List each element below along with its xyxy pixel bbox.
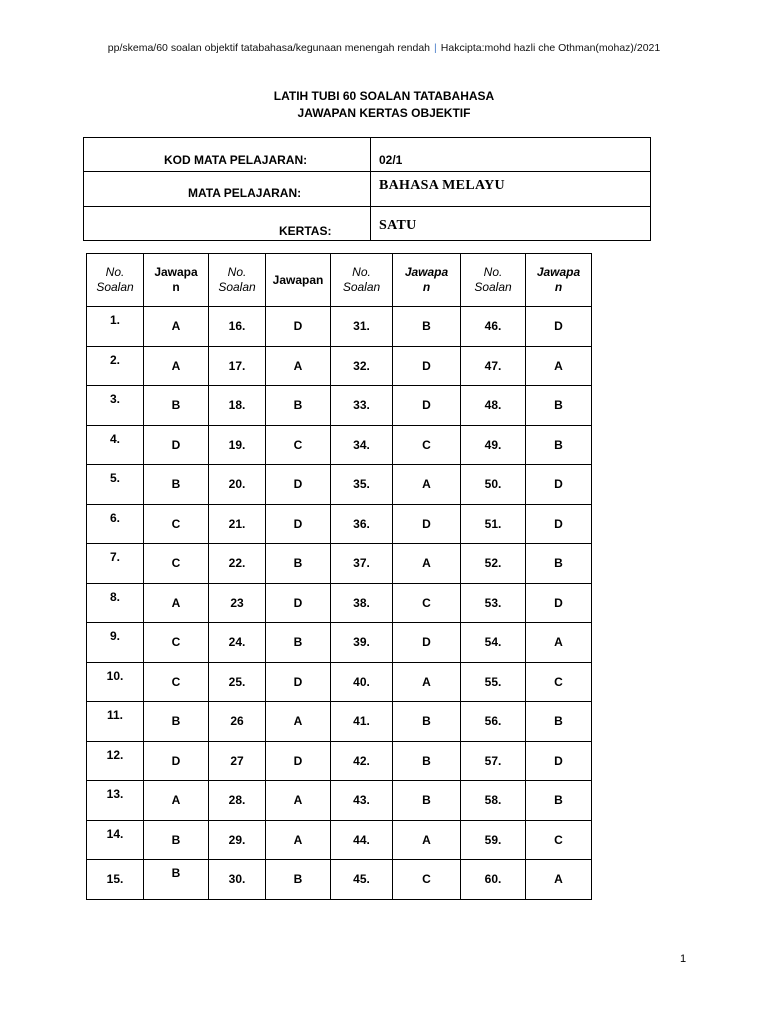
question-number: 22. xyxy=(209,544,266,584)
header-row xyxy=(87,254,592,307)
answer-letter: B xyxy=(393,781,461,821)
title-line-2: JAWAPAN KERTAS OBJEKTIF xyxy=(297,106,471,120)
answer-letter: B xyxy=(144,386,209,426)
question-number: 60. xyxy=(461,860,526,900)
header-jawapan: Jawapa n xyxy=(144,254,209,307)
subjek-label-cell xyxy=(84,172,371,207)
table-row xyxy=(87,583,592,623)
answer-letter: D xyxy=(144,425,209,465)
question-number: 13. xyxy=(87,781,144,821)
answer-letter: B xyxy=(393,741,461,781)
question-number: 17. xyxy=(209,346,266,386)
answer-letter: D xyxy=(266,662,331,702)
table-row xyxy=(87,504,592,544)
answer-letter: B xyxy=(526,544,592,584)
header-no-soalan: No. Soalan xyxy=(87,254,144,307)
table-row xyxy=(87,544,592,584)
table-row xyxy=(87,623,592,663)
question-number: 12. xyxy=(87,741,144,781)
question-number: 43. xyxy=(331,781,393,821)
question-number: 14. xyxy=(87,820,144,860)
question-number: 30. xyxy=(209,860,266,900)
kertas-value-cell xyxy=(371,207,651,241)
answer-letter: C xyxy=(526,820,592,860)
answer-letter: D xyxy=(393,346,461,386)
question-number: 4. xyxy=(87,425,144,465)
question-number: 6. xyxy=(87,504,144,544)
table-row xyxy=(87,702,592,742)
answer-letter: C xyxy=(144,662,209,702)
answer-letter: A xyxy=(393,544,461,584)
question-number: 45. xyxy=(331,860,393,900)
question-number: 9. xyxy=(87,623,144,663)
answer-letter: D xyxy=(526,307,592,347)
answer-letter: D xyxy=(526,741,592,781)
header-copyright: Hakcipta:mohd hazli che Othman(mohaz)/2021 xyxy=(440,42,661,54)
question-number: 15. xyxy=(87,860,144,900)
subjek-value: BAHASA MELAYU xyxy=(379,178,505,193)
document-title xyxy=(0,88,768,122)
answer-letter: A xyxy=(144,781,209,821)
answer-letter: B xyxy=(526,702,592,742)
answer-letter: C xyxy=(393,860,461,900)
header-no-soalan: No. Soalan xyxy=(209,254,266,307)
question-number: 35. xyxy=(331,465,393,505)
question-number: 33. xyxy=(331,386,393,426)
question-number: 27 xyxy=(209,741,266,781)
subjek-label: MATA PELAJARAN: xyxy=(188,185,302,200)
answer-letter: C xyxy=(144,504,209,544)
answer-letter: A xyxy=(144,346,209,386)
question-number: 23 xyxy=(209,583,266,623)
answer-letter: C xyxy=(526,662,592,702)
answer-key-table xyxy=(86,253,592,900)
question-number: 51. xyxy=(461,504,526,544)
question-number: 2. xyxy=(87,346,144,386)
answer-letter: C xyxy=(393,425,461,465)
table-row xyxy=(87,741,592,781)
answer-letter: D xyxy=(526,465,592,505)
answer-letter: A xyxy=(144,583,209,623)
answer-letter: D xyxy=(266,504,331,544)
header-no-soalan: No. Soalan xyxy=(331,254,393,307)
answer-letter: A xyxy=(144,307,209,347)
answer-letter: C xyxy=(144,544,209,584)
question-number: 42. xyxy=(331,741,393,781)
answer-letter: B xyxy=(144,860,209,900)
header-jawapan: Jawapa n xyxy=(526,254,592,307)
answer-letter: D xyxy=(393,623,461,663)
question-number: 49. xyxy=(461,425,526,465)
question-number: 24. xyxy=(209,623,266,663)
question-number: 57. xyxy=(461,741,526,781)
question-number: 5. xyxy=(87,465,144,505)
kod-label-cell xyxy=(84,138,371,172)
table-row xyxy=(87,386,592,426)
answer-letter: B xyxy=(266,623,331,663)
question-number: 31. xyxy=(331,307,393,347)
question-number: 53. xyxy=(461,583,526,623)
answer-letter: B xyxy=(526,386,592,426)
answer-letter: B xyxy=(266,544,331,584)
question-number: 39. xyxy=(331,623,393,663)
question-number: 48. xyxy=(461,386,526,426)
answer-letter: B xyxy=(526,781,592,821)
answer-letter: D xyxy=(526,583,592,623)
question-number: 50. xyxy=(461,465,526,505)
answer-letter: A xyxy=(393,662,461,702)
answer-letter: D xyxy=(144,741,209,781)
kertas-label-cell xyxy=(84,207,371,241)
answer-letter: A xyxy=(266,781,331,821)
answer-letter: D xyxy=(393,386,461,426)
answer-letter: C xyxy=(266,425,331,465)
answer-letter: A xyxy=(266,346,331,386)
answer-letter: B xyxy=(144,465,209,505)
answer-letter: D xyxy=(266,741,331,781)
question-number: 18. xyxy=(209,386,266,426)
answer-letter: A xyxy=(393,820,461,860)
question-number: 20. xyxy=(209,465,266,505)
header-no-soalan: No. Soalan xyxy=(461,254,526,307)
question-number: 16. xyxy=(209,307,266,347)
table-row xyxy=(87,662,592,702)
answer-letter: B xyxy=(266,860,331,900)
question-number: 47. xyxy=(461,346,526,386)
header-jawapan: Jawapa n xyxy=(393,254,461,307)
answer-letter: D xyxy=(266,583,331,623)
question-number: 59. xyxy=(461,820,526,860)
question-number: 26 xyxy=(209,702,266,742)
header-jawapan: Jawapan xyxy=(266,254,331,307)
question-number: 41. xyxy=(331,702,393,742)
question-number: 54. xyxy=(461,623,526,663)
answer-letter: C xyxy=(393,583,461,623)
kod-value: 02/1 xyxy=(379,152,403,167)
question-number: 19. xyxy=(209,425,266,465)
table-row xyxy=(87,465,592,505)
answer-letter: D xyxy=(526,504,592,544)
table-row xyxy=(87,425,592,465)
question-number: 58. xyxy=(461,781,526,821)
question-number: 21. xyxy=(209,504,266,544)
answer-letter: D xyxy=(266,465,331,505)
question-number: 11. xyxy=(87,702,144,742)
answer-letter: A xyxy=(526,860,592,900)
question-number: 55. xyxy=(461,662,526,702)
answer-letter: A xyxy=(526,346,592,386)
header-separator: | xyxy=(434,42,437,54)
kod-label: KOD MATA PELAJARAN: xyxy=(164,152,308,167)
kertas-label: KERTAS: xyxy=(279,223,332,238)
table-row xyxy=(87,860,592,900)
answer-letter: D xyxy=(393,504,461,544)
question-number: 29. xyxy=(209,820,266,860)
answer-letter: A xyxy=(266,820,331,860)
table-row xyxy=(87,820,592,860)
question-number: 38. xyxy=(331,583,393,623)
question-number: 37. xyxy=(331,544,393,584)
answer-letter: B xyxy=(144,702,209,742)
running-header xyxy=(0,42,768,54)
table-row xyxy=(87,307,592,347)
answer-letter: B xyxy=(393,307,461,347)
question-number: 52. xyxy=(461,544,526,584)
answer-letter: A xyxy=(526,623,592,663)
answer-letter: A xyxy=(393,465,461,505)
question-number: 40. xyxy=(331,662,393,702)
question-number: 25. xyxy=(209,662,266,702)
kod-value-cell xyxy=(371,138,651,172)
answer-letter: B xyxy=(526,425,592,465)
question-number: 46. xyxy=(461,307,526,347)
question-number: 7. xyxy=(87,544,144,584)
question-number: 3. xyxy=(87,386,144,426)
table-row xyxy=(87,346,592,386)
answer-rows xyxy=(87,307,592,900)
question-number: 56. xyxy=(461,702,526,742)
table-row xyxy=(87,781,592,821)
kertas-value: SATU xyxy=(379,217,417,233)
answer-letter: B xyxy=(144,820,209,860)
question-number: 28. xyxy=(209,781,266,821)
answer-letter: D xyxy=(266,307,331,347)
page-number: 1 xyxy=(680,953,687,965)
subjek-value-cell xyxy=(371,172,651,207)
subject-info-table xyxy=(83,137,651,241)
answer-letter: A xyxy=(266,702,331,742)
title-line-1: LATIH TUBI 60 SOALAN TATABAHASA xyxy=(273,89,495,103)
question-number: 34. xyxy=(331,425,393,465)
question-number: 8. xyxy=(87,583,144,623)
question-number: 1. xyxy=(87,307,144,347)
answer-letter: B xyxy=(393,702,461,742)
answer-letter: C xyxy=(144,623,209,663)
answer-letter: B xyxy=(266,386,331,426)
question-number: 32. xyxy=(331,346,393,386)
header-path: pp/skema/60 soalan objektif tatabahasa/kegunaan menengah rendah xyxy=(107,42,431,54)
question-number: 10. xyxy=(87,662,144,702)
question-number: 44. xyxy=(331,820,393,860)
question-number: 36. xyxy=(331,504,393,544)
